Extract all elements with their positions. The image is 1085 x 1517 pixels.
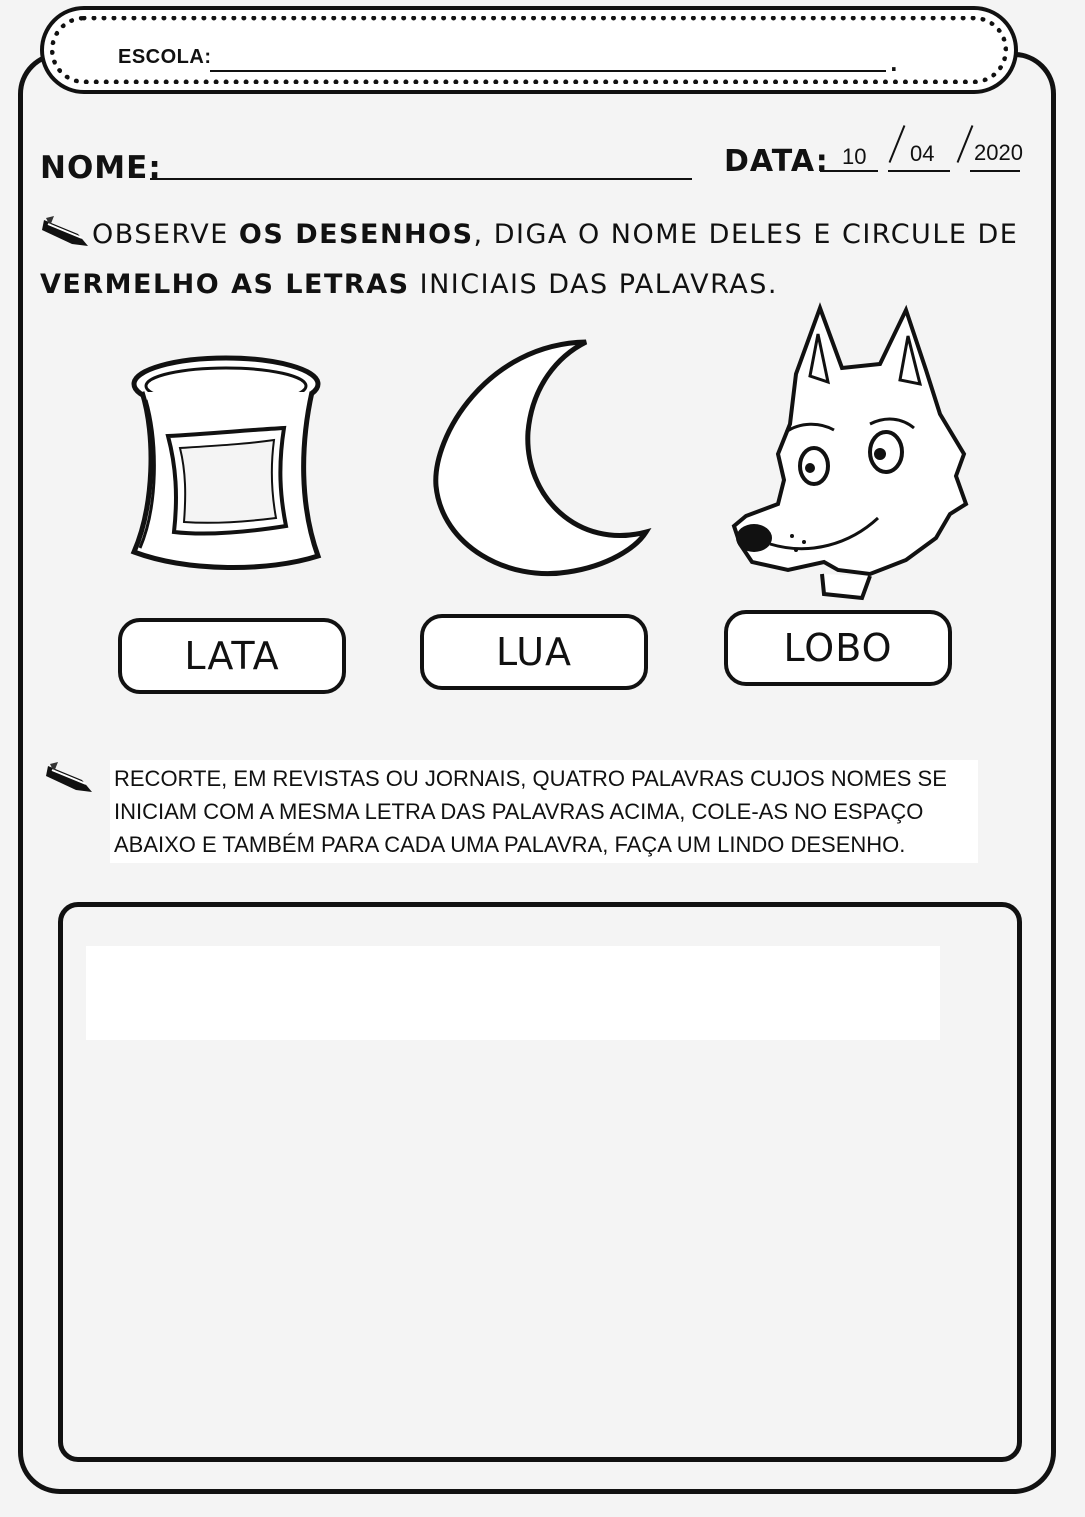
instruction-1-text-c: INICIAIS DAS PALAVRAS. [409,269,778,300]
instruction-2-line-1: RECORTE, EM REVISTAS OU JORNAIS, QUATRO PALAVRAS CUJOS NOMES SE [114,766,947,791]
instruction-1 [40,210,1020,310]
moon-icon [428,336,650,582]
instruction-1-bold-b: VERMELHO AS LETRAS [40,269,410,300]
date-label: DATA: [724,144,829,179]
can-icon [128,356,328,586]
name-input-line[interactable] [150,178,692,180]
school-input-line[interactable] [210,70,886,72]
date-month-line[interactable] [888,170,950,172]
instruction-2-line-3: ABAIXO E TAMBÉM PARA CADA UMA PALAVRA, FAÇA UM LINDO DESENHO. [114,832,906,857]
wolf-icon [730,304,974,600]
date-day: 10 [842,144,867,169]
date-year: 2020 [974,140,1023,165]
date-year-line[interactable] [970,170,1020,172]
instruction-2-line-2: INICIAM COM A MESMA LETRA DAS PALAVRAS ACIMA, COLE-AS NO ESPAÇO [114,799,924,824]
date-month: 04 [910,141,935,166]
word-card-lua[interactable]: LUA [420,614,648,690]
instruction-2 [110,760,978,863]
instruction-1-text-b: , DIGA O NOME DELES E CIRCULE DE [473,219,1019,250]
instruction-1-text-a: OBSERVE [92,219,239,250]
school-label: ESCOLA: [118,46,212,68]
word-card-lata[interactable]: LATA [118,618,346,694]
blank-patch [86,946,940,1040]
name-label: NOME: [40,150,162,186]
school-banner [40,6,1018,94]
instruction-1-bold-a: OS DESENHOS [238,219,474,250]
word-card-lobo[interactable]: LOBO [724,610,952,686]
school-line-end: . [890,52,898,76]
date-day-line[interactable] [820,170,878,172]
pencil-icon [44,758,96,794]
